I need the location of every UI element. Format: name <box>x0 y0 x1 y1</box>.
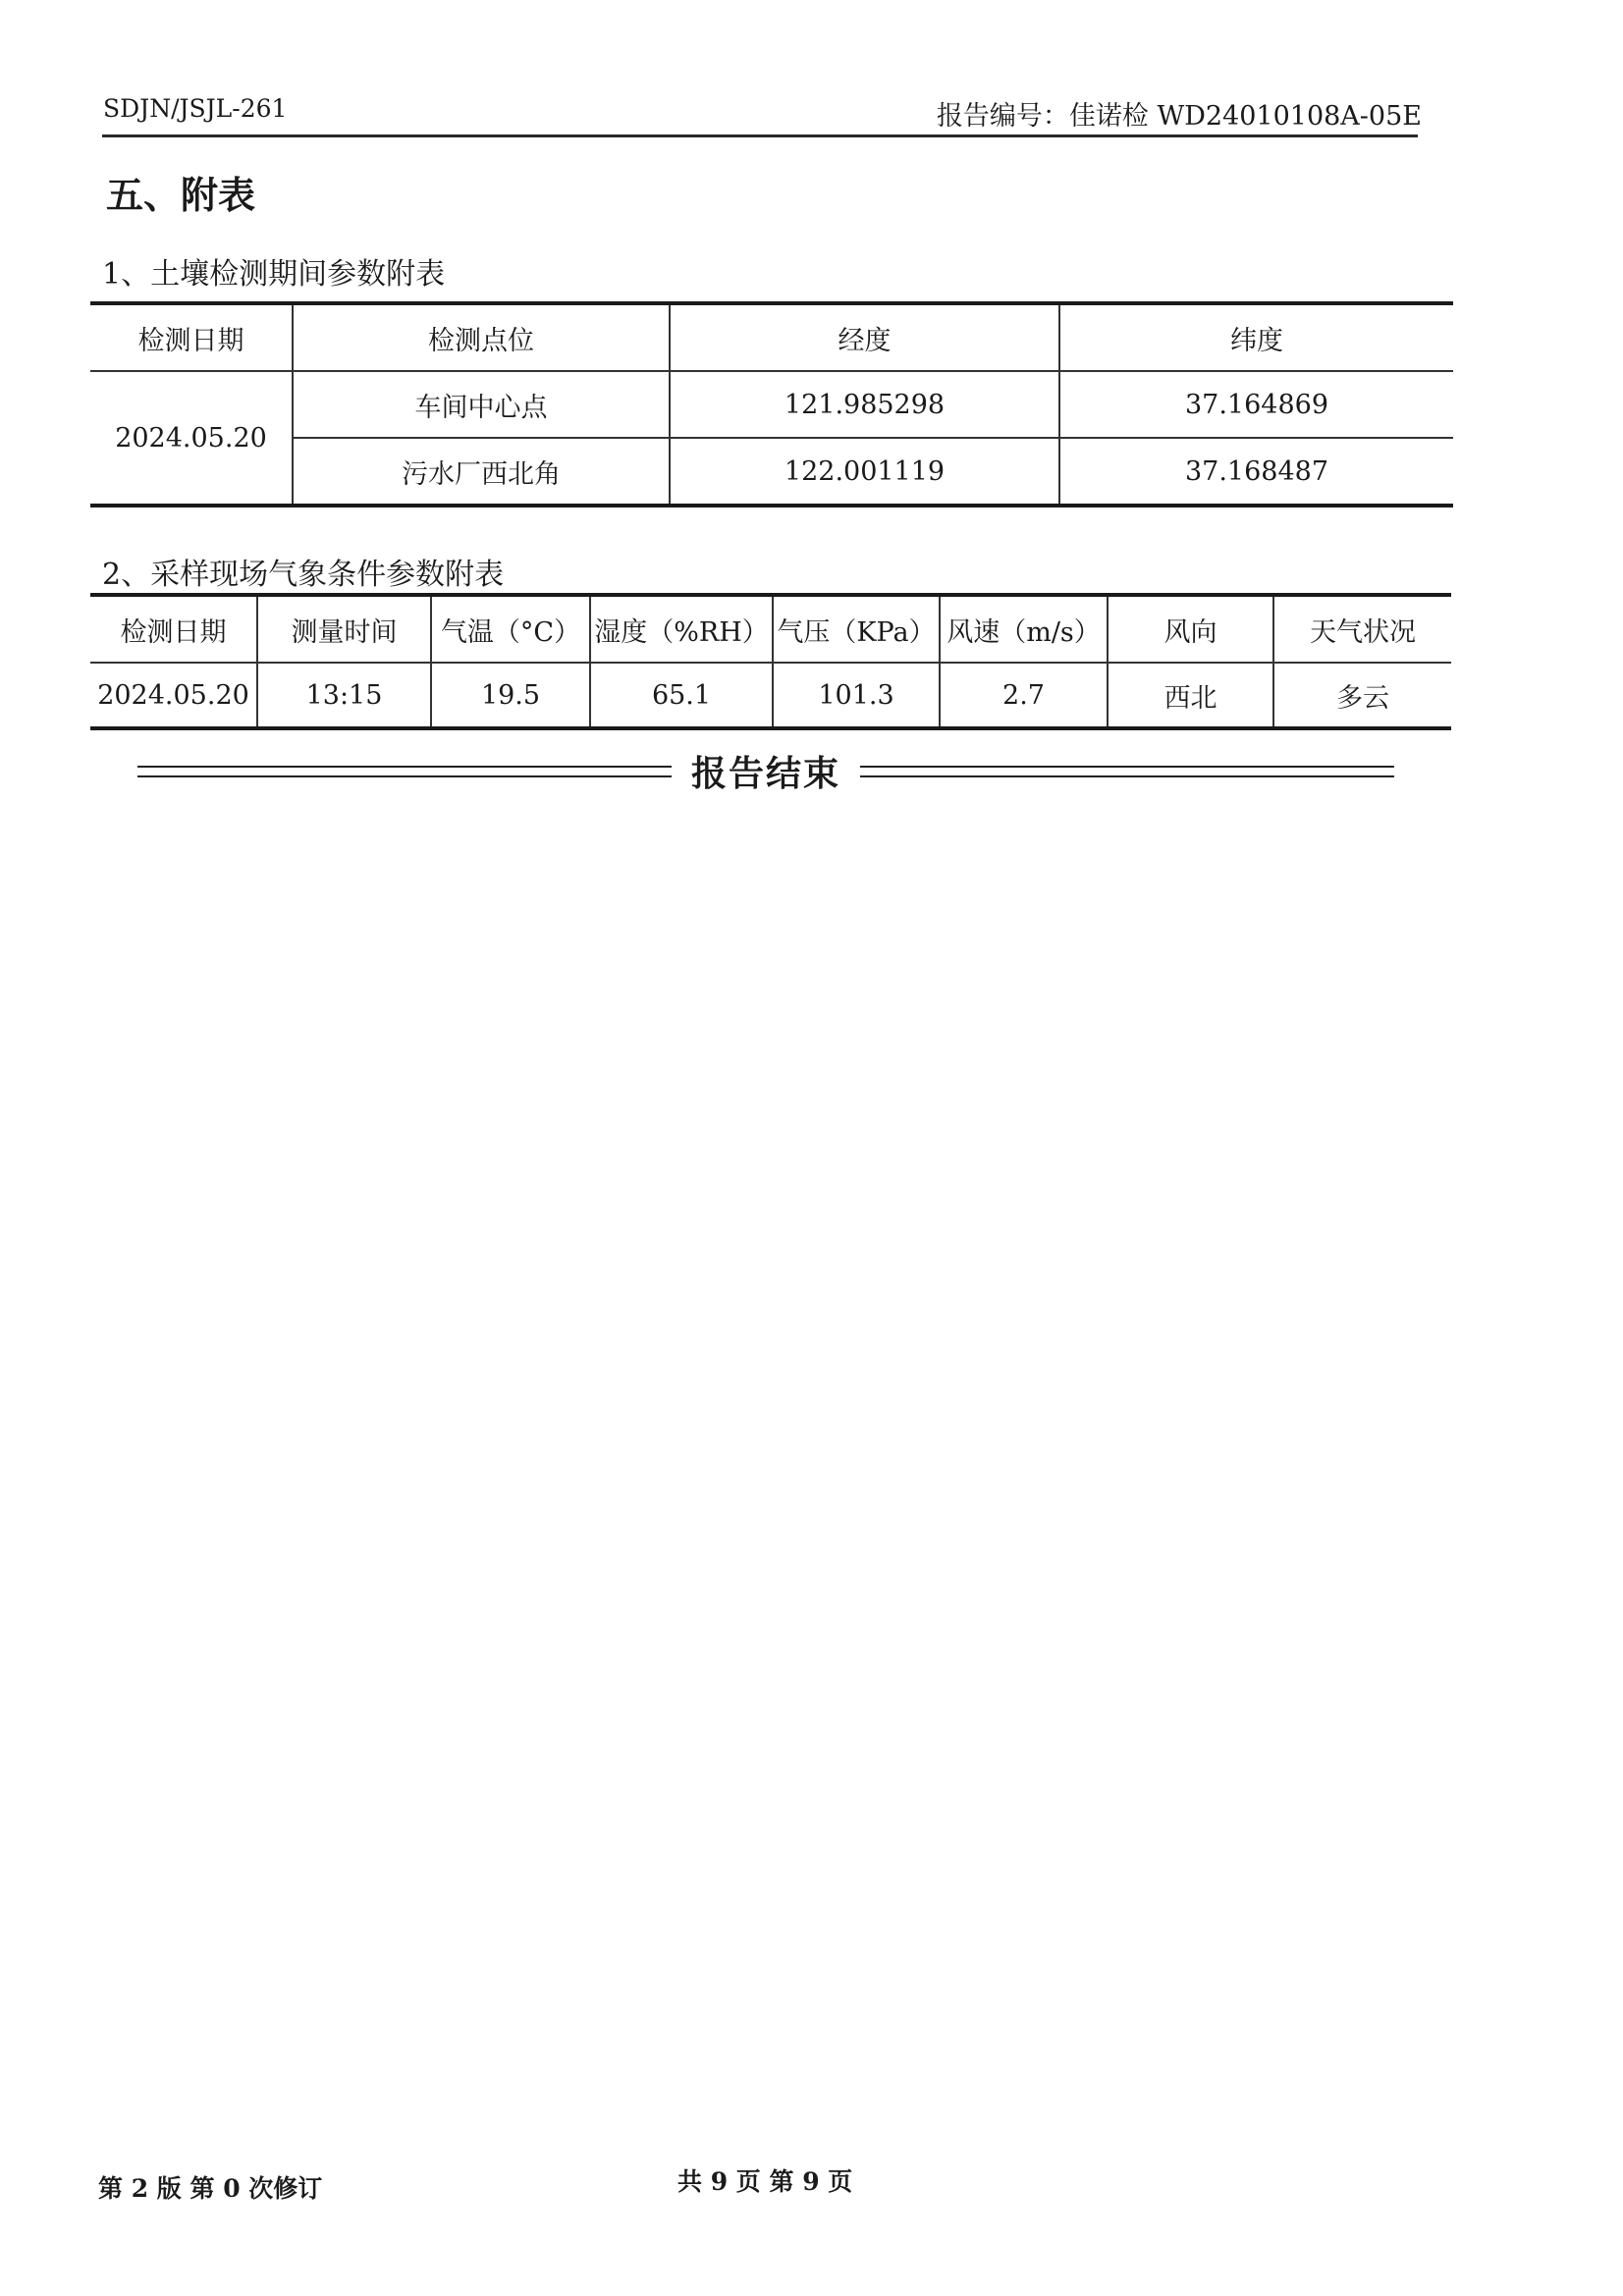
latitude-cell: 37.168487 <box>1059 438 1453 506</box>
double-rule-left <box>137 766 672 777</box>
table-cell: 19.5 <box>431 663 590 728</box>
location-cell: 污水厂西北角 <box>293 438 670 506</box>
soil-parameters-table <box>90 301 1453 507</box>
table-cell: 2024.05.20 <box>97 679 249 711</box>
section-title: 五、附表 <box>106 173 256 217</box>
table-cell: 多云 <box>1273 663 1451 728</box>
header-cell: 湿度（%RH） <box>590 595 773 663</box>
header-cell: 检测日期 <box>90 303 293 371</box>
table-row <box>90 371 1453 438</box>
header-cell: 气温（°C） <box>431 595 590 663</box>
table-header-row <box>90 303 1453 371</box>
table-row <box>90 663 1451 728</box>
table-cell: 西北 <box>1108 663 1273 728</box>
table-row <box>90 438 1453 506</box>
table-header-row <box>90 595 1451 663</box>
report-number: 报告编号：佳诺检 WD24010108A-05E <box>936 101 1422 132</box>
header-cell: 气压（KPa） <box>773 595 940 663</box>
table1-title: 1、土壤检测期间参数附表 <box>102 257 446 292</box>
table-cell: 65.1 <box>590 663 773 728</box>
table-cell: 101.3 <box>773 663 940 728</box>
header-cell: 检测点位 <box>293 303 670 371</box>
header-cell: 检测日期 <box>90 595 257 663</box>
edition-info: 第 2 版 第 0 次修订 <box>98 2174 323 2203</box>
table-cell: 13:15 <box>257 663 431 728</box>
weather-parameters-table <box>90 593 1451 730</box>
header-cell: 风速（m/s） <box>940 595 1108 663</box>
table2-title: 2、采样现场气象条件参数附表 <box>102 558 505 592</box>
header-cell: 纬度 <box>1059 303 1453 371</box>
report-end-marker <box>137 746 1394 796</box>
double-rule-right <box>860 766 1394 777</box>
header-cell: 经度 <box>670 303 1059 371</box>
longitude-cell: 121.985298 <box>670 371 1059 438</box>
table-cell: 2.7 <box>940 663 1108 728</box>
page-counter: 共 9 页 第 9 页 <box>677 2167 853 2196</box>
location-cell: 车间中心点 <box>293 371 670 438</box>
report-end-text: 报告结束 <box>691 753 841 794</box>
latitude-cell: 37.164869 <box>1059 371 1453 438</box>
header-cell: 天气状况 <box>1273 595 1451 663</box>
header-cell: 风向 <box>1108 595 1273 663</box>
longitude-cell: 122.001119 <box>670 438 1059 506</box>
header-rule <box>102 134 1418 137</box>
detection-date: 2024.05.20 <box>115 422 267 454</box>
header-cell: 测量时间 <box>257 595 431 663</box>
document-code: SDJN/JSJL-261 <box>103 94 288 123</box>
